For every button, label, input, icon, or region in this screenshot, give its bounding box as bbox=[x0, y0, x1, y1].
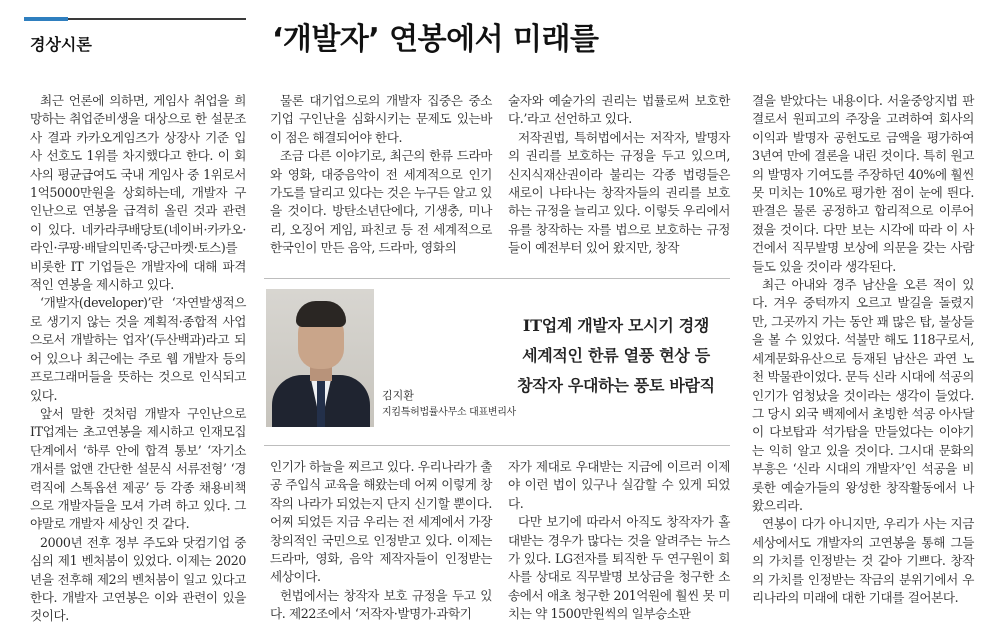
paragraph: 최근 아내와 경주 남산을 오른 적이 있다. 겨우 중턱까지 오르고 발길을 돌렸지만, 그곳까지 가는 동안 꽤 많은 탑, 불상들을 볼 수 있었다. 석불만 해도 118구로서, 세계문화유산으로 등재된 남산은 과연 노천 박물관이었다. 문득 신라 시대에 석공의 인기가 엄청났을 것이라는 생각이 들었다. 그 당시 외국 백제에서 초빙한 석공 아사달이 다보탑과 석가탑을 만들었다는 이야기는 익히 알고 있을 것이다. 그시대 문화의 부흥은 ‘신라 시대의 개발자’인 석공을 비롯한 예술가들의 왕성한 창작활동에서 나왔으리라. bbox=[752, 277, 974, 513]
header-accent-rule bbox=[24, 17, 68, 21]
article-column-4 bbox=[752, 92, 974, 607]
article-column-2-top bbox=[270, 92, 492, 258]
paragraph: 다만 보기에 따라서 아직도 창작자가 홀대받는 경우가 많다는 것을 알려주는 뉴스가 있다. LG전자를 퇴직한 두 연구원이 회사를 상대로 직무발명 보상금을 청구한 소송에서 애초 청구한 201억원에 훨씬 못 미치는 약 1500만원씩의 일부승소판 bbox=[508, 514, 730, 622]
pull-quote-line: IT업계 개발자 모시기 경쟁 bbox=[522, 316, 710, 335]
paragraph: 인기가 하늘을 찌르고 있다. 우리나라가 출공 주입식 교육을 해왔는데 어찌 이렇게 창작의 나라가 되었는지 단지 신기할 뿐이다. 어찌 되었든 지금 우리는 전 세계에서 가장 창의적인 국민으로 인정받고 있다. 이제는 드라마, 영화, 음악 제작자들이 인정받는 세상이다. bbox=[270, 459, 492, 585]
paragraph: 조금 다른 이야기로, 최근의 한류 드라마와 영화, 대중음악이 전 세계적으로 인기 가도를 달리고 있다는 것은 누구든 알고 있을 것이다. 방탄소년단에다, 기생충, 미나리, 오징어 게임, 파친코 등 전 세계적으로 한국인이 만든 음악, 드라마, 영화의 bbox=[270, 148, 492, 256]
article-headline: ‘개발자’ 연봉에서 미래를 bbox=[272, 22, 599, 57]
author-portrait bbox=[266, 289, 374, 427]
paragraph: ‘개발자(developer)’란 ‘자연발생적으로 생기지 않는 것을 계획적·종합적 사업으로서 개발하는 업자’(두산백과)라고 되어 있으나 최근에는 주로 웹 개발자 등의 프로그래머들을 뜻하는 것으로 인식되고 있다. bbox=[30, 295, 246, 403]
article-column-3-top bbox=[508, 92, 730, 258]
author-name: 김지환 bbox=[382, 389, 414, 402]
section-label: 경상시론 bbox=[30, 35, 92, 54]
pull-quote-line: 세계적인 한류 열풍 현상 등 bbox=[522, 346, 710, 365]
paragraph: 앞서 말한 것처럼 개발자 구인난으로 IT업계는 초고연봉을 제시하고 인재모집 단계에서 ‘하루 안에 합격 통보’ ‘자기소개서를 없앤 간단한 설문식 서류전형’ ‘경력직에 스톡옵션 제공’ 등 각종 채용비책으로 개발자들을 모셔 가려 하고 있다. 그야말로 개발자 세상인 것 같다. bbox=[30, 405, 246, 532]
paragraph: 저작권법, 특허법에서는 저작자, 발명자의 권리를 보호하는 규정을 두고 있으며, 신지식재산권이라 불리는 각종 법령들은 새로이 나타나는 창작자들의 권리를 보호하는 규정을 늘리고 있다. 이렇듯 우리에서 유를 창작하는 자를 법으로 보호하는 규정들이 예전부터 있어 왔지만, 창작 bbox=[508, 129, 730, 256]
paragraph: 헌법에서는 창작자 보호 규정을 두고 있다. 제22조에서 ‘저작자·발명가·과학기 bbox=[270, 587, 492, 622]
paragraph: 연봉이 다가 아니지만, 우리가 사는 지금 세상에서도 개발자의 고연봉을 통해 그들의 가치를 인정받는 것 같아 기쁘다. 창작의 가치를 인정받는 작금의 분위기에서 우리나라의 미래에 대한 기대를 걸어본다. bbox=[752, 516, 974, 605]
author-box bbox=[264, 278, 730, 446]
paragraph: 자가 제대로 우대받는 지금에 이르러 이제야 이런 법이 있구나 실감할 수 있게 되었다. bbox=[508, 459, 730, 511]
pull-quote bbox=[510, 311, 722, 401]
paragraph: 결을 받았다는 내용이다. 서울중앙지법 판결로서 원피고의 주장을 고려하여 회사의 이익과 발명자 공헌도로 금액을 평가하여 3년여 만에 결론을 내린 것이다. 특히 원고의 발명자 기여도를 주장하던 40%에 훨씬 못 미치는 10%로 평가한 점이 눈에 띈다. 판결은 물론 공정하고 합리적으로 이루어졌을 것이다. 다만 보는 시각에 따라 이 사건에서 직무발명 보상에 의문을 갖는 사람들도 있을 것이라 생각된다. bbox=[752, 93, 974, 274]
paragraph: 최근 언론에 의하면, 게임사 취업을 희망하는 취업준비생을 대상으로 한 설문조사 결과 카카오게임즈가 상장사 기준 입사 선호도 1위를 차지했다고 한다. 이 회사의 평균급여도 국내 게임사 중 1위로서 1억5000만원을 상회하는데, 개발자 구인난으로 연봉을 급격히 올린 것과 관련이 있다. 네카라쿠배당토(네이버·카카오·라인·쿠팡·배달의민족·당근마켓·토스)를 비롯한 IT 기업들은 개발자에 대해 파격적인 연봉을 제시하고 있다. bbox=[30, 93, 246, 293]
paragraph: 술자와 예술가의 권리는 법률로써 보호한다.’라고 선언하고 있다. bbox=[508, 93, 730, 127]
paragraph: 2000년 전후 정부 주도와 닷컴기업 중심의 제1 벤처붐이 있었다. 이제는 2020년을 전후해 제2의 벤처붐이 일고 있다고 한다. 개발자 고연봉은 이와 관련이 있을 것이다. bbox=[30, 534, 246, 624]
author-title: 지킴특허법률사무소 대표변리사 bbox=[382, 407, 516, 418]
header-rule bbox=[68, 18, 246, 20]
article-column-2-bottom bbox=[270, 458, 492, 624]
paragraph: 물론 대기업으로의 개발자 집중은 중소기업 구인난을 심화시키는 문제도 있는바 이 점은 해결되어야 한다. bbox=[270, 93, 492, 145]
article-column-1 bbox=[30, 92, 246, 626]
pull-quote-line: 창작자 우대하는 풍토 바람직 bbox=[517, 376, 715, 395]
article-column-3-bottom bbox=[508, 458, 730, 624]
